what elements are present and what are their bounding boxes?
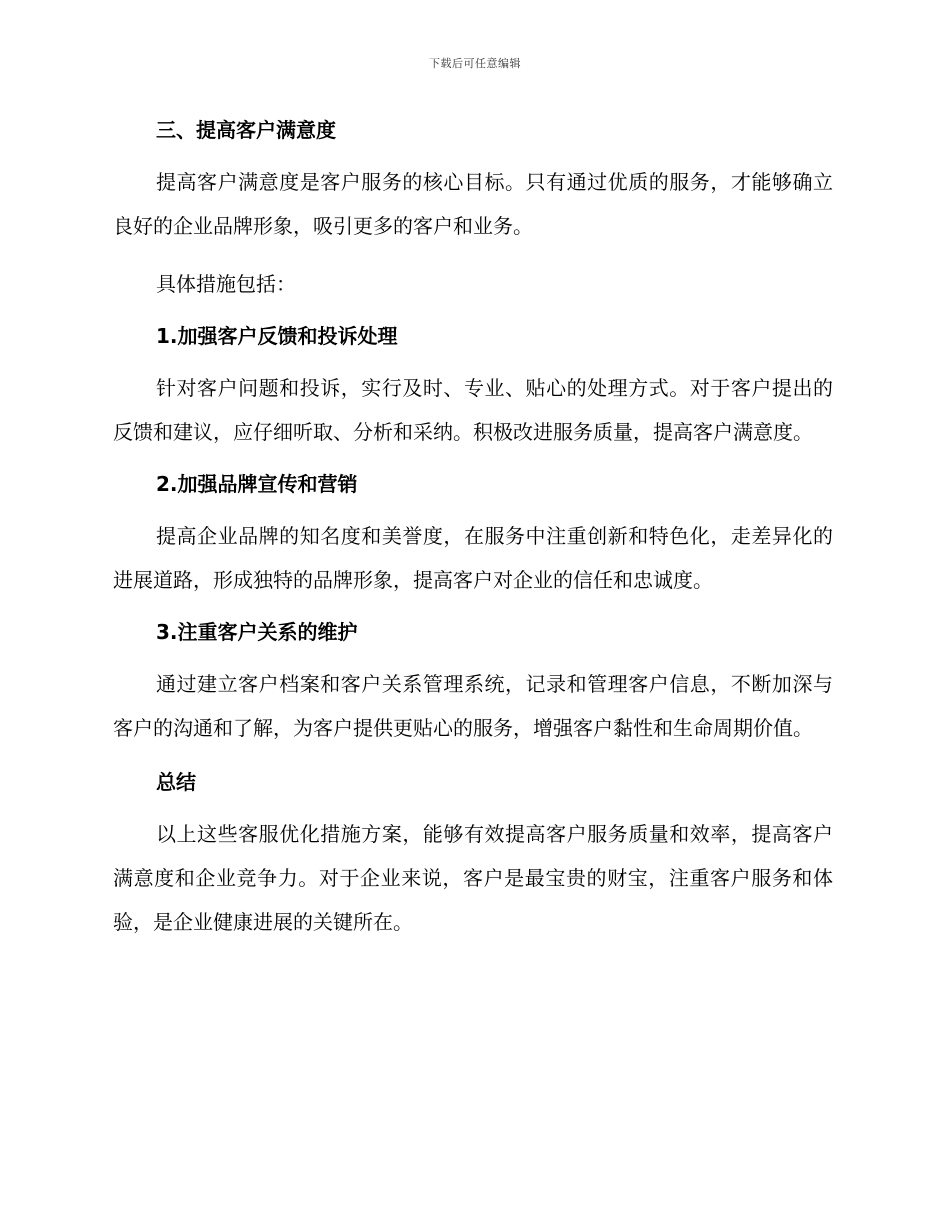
header-note: 下载后可任意编辑 (429, 57, 521, 70)
section-heading-branding: 2.加强品牌宣传和营销 (156, 472, 358, 496)
paragraph-summary: 以上这些客服优化措施方案，能够有效提高客户服务质量和效率，提高客户满意度和企业竞争力。对于企业来说，客户是最宝贵的财宝，注重客户服务和体验，是企业健康进展的关键所在。 (113, 822, 833, 934)
section-heading-satisfaction: 三、提高客户满意度 (156, 118, 336, 142)
paragraph-feedback: 针对客户问题和投诉，实行及时、专业、贴心的处理方式。对于客户提出的反馈和建议，应仔细听取、分析和采纳。积极改进服务质量，提高客户满意度。 (113, 376, 833, 444)
paragraph-measures-lead: 具体措施包括： (156, 272, 296, 296)
section-heading-relationship: 3.注重客户关系的维护 (156, 620, 358, 644)
paragraph-intro: 提高客户满意度是客户服务的核心目标。只有通过优质的服务，才能够确立良好的企业品牌形象，吸引更多的客户和业务。 (113, 170, 833, 238)
paragraph-branding: 提高企业品牌的知名度和美誉度，在服务中注重创新和特色化，走差异化的进展道路，形成独特的品牌形象，提高客户对企业的信任和忠诚度。 (113, 524, 833, 592)
section-heading-feedback: 1.加强客户反馈和投诉处理 (156, 324, 398, 348)
paragraph-relationship: 通过建立客户档案和客户关系管理系统，记录和管理客户信息，不断加深与客户的沟通和了解，为客户提供更贴心的服务，增强客户黏性和生命周期价值。 (113, 672, 833, 740)
section-heading-summary: 总结 (156, 770, 196, 794)
document-body (113, 116, 833, 944)
